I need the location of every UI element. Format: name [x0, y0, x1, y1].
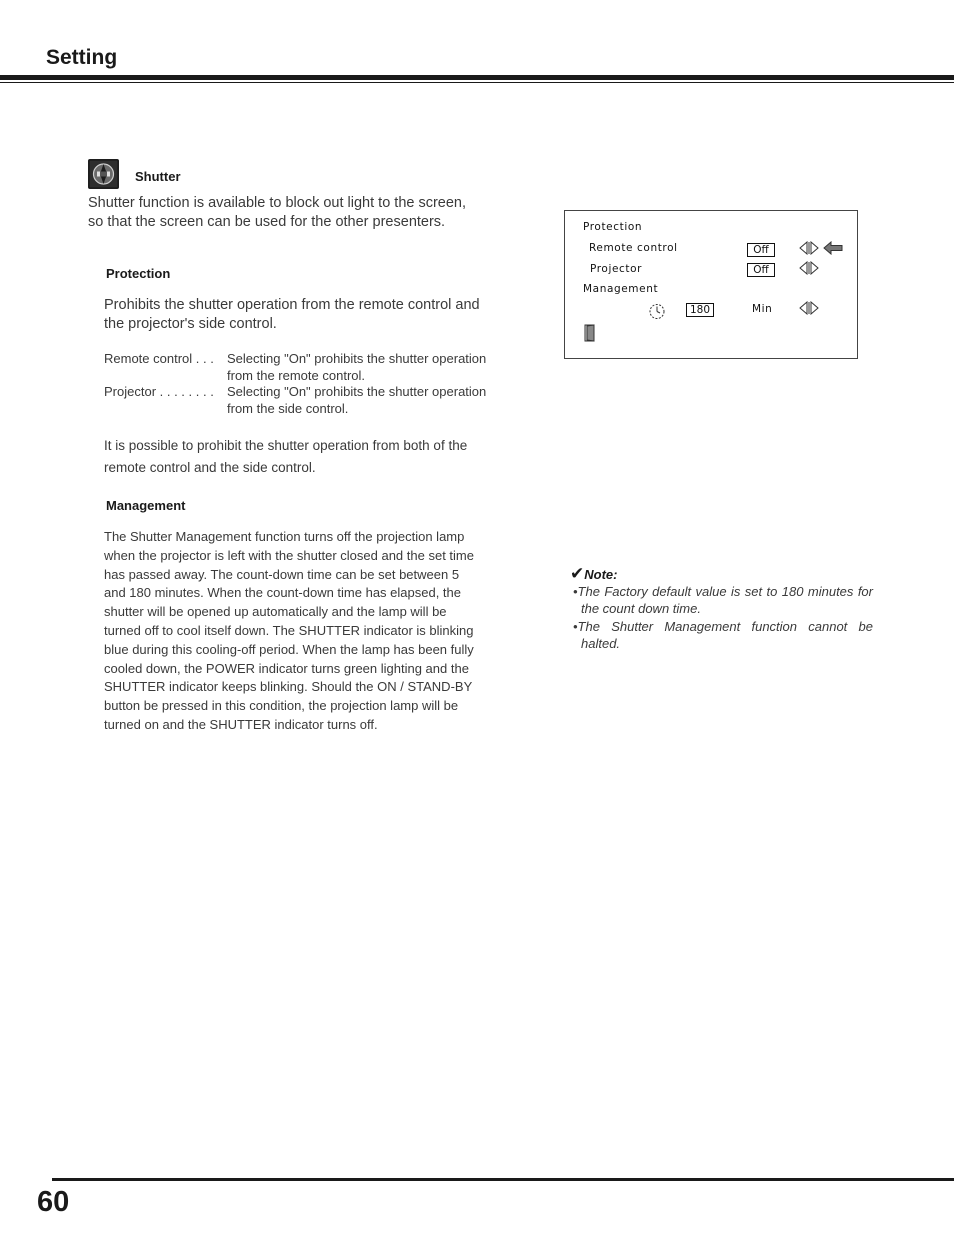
management-heading: Management	[106, 498, 186, 513]
definition-desc: Selecting "On" prohibits the shutter operation from the remote control.	[227, 351, 487, 383]
menu-remote-control-label[interactable]: Remote control	[589, 242, 678, 254]
shutter-heading: Shutter	[135, 169, 181, 184]
note-item: •The Shutter Management function cannot be halted.	[573, 619, 873, 651]
definition-projector	[104, 384, 494, 417]
note-heading: ✔Note:	[570, 564, 618, 583]
menu-projector-label[interactable]: Projector	[590, 263, 643, 275]
protection-menu-panel	[564, 210, 858, 359]
definition-desc: Selecting "On" prohibits the shutter operation from the side control.	[227, 384, 487, 416]
protection-definition-list	[104, 351, 494, 421]
definition-term: Remote control . . .	[104, 351, 214, 366]
shutter-icon	[88, 159, 119, 189]
left-right-arrows-icon[interactable]	[799, 261, 819, 280]
exit-door-icon[interactable]	[584, 324, 596, 347]
timer-icon	[648, 302, 666, 325]
header-rule-thick	[0, 75, 954, 80]
protection-both-note: It is possible to prohibit the shutter operation from both of the remote control and the side control.	[104, 438, 468, 475]
check-icon: ✔	[570, 564, 585, 583]
left-right-arrows-icon[interactable]	[799, 301, 819, 320]
menu-projector-value[interactable]: Off	[747, 263, 775, 277]
management-description: The Shutter Management function turns off the projection lamp when the projector is left with the shutter closed and the set time has passed away. The count-down time can be set between 5 and 180 minutes. When the count-down time has elapsed, the shutter will be opened up automatically and the lamp will be turned off to cool itself down. The SHUTTER indicator is blinking blue during this cooling-off period. When the lamp has been fully cooled down, the POWER indicator turns green lighting and the SHUTTER indicator keeps blinking. Should the ON / STAND-BY button be pressed in this condition, the projection lamp will be turned on and the SHUTTER indicator turns off.	[104, 529, 474, 732]
footer-rule	[52, 1178, 954, 1181]
left-right-arrows-icon[interactable]	[799, 241, 819, 260]
menu-timer-unit: Min	[752, 303, 773, 315]
protection-heading: Protection	[106, 266, 171, 281]
menu-timer-value[interactable]: 180	[686, 303, 714, 317]
protection-description: Prohibits the shutter operation from the remote control and the projector's side control.	[104, 297, 480, 332]
definition-term: Projector . . . . . . . .	[104, 384, 214, 399]
menu-title: Protection	[583, 221, 643, 233]
note-item: •The Factory default value is set to 180 minutes for the count down time.	[573, 584, 873, 616]
page-number: 60	[37, 1186, 70, 1218]
menu-remote-control-value[interactable]: Off	[747, 243, 775, 257]
menu-management-label[interactable]: Management	[583, 283, 659, 295]
shutter-intro: Shutter function is available to block out light to the screen, so that the screen can be used for the other presenters.	[88, 195, 467, 230]
definition-remote-control	[104, 351, 494, 384]
pointer-arrow-icon	[823, 241, 843, 260]
section-title: Setting	[46, 46, 118, 69]
header-rule-thin	[0, 82, 954, 83]
